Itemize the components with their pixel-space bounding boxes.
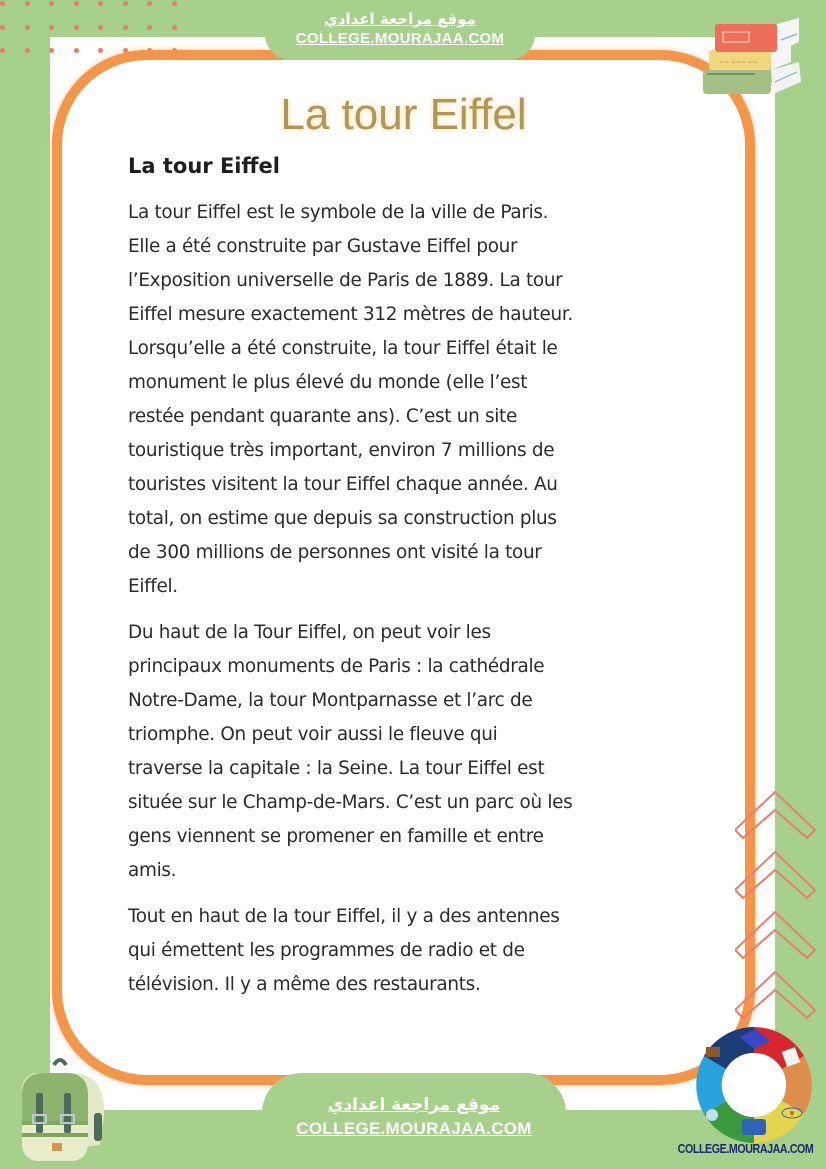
- paragraph-1: [128, 196, 648, 604]
- text-line: Elle a été construite par Gustave Eiffel pour: [128, 236, 518, 257]
- text-line: Du haut de la Tour Eiffel, on peut voir les: [128, 622, 491, 643]
- decorative-dot: [0, 25, 5, 30]
- text-line: gens viennent se promener en famille et entre: [128, 826, 544, 847]
- header-site-name: موقع مراجعة اعدادي: [324, 10, 476, 28]
- text-line: touristique très important, environ 7 millions de: [128, 440, 555, 461]
- text-line: située sur le Champ-de-Mars. C’est un parc où les: [128, 792, 573, 813]
- footer-site-link[interactable]: COLLEGE.MOURAJAA.COM: [296, 1119, 532, 1138]
- text-line: monument le plus élevé du monde (elle l’est: [128, 372, 528, 393]
- decorative-dot: [74, 1, 79, 6]
- decorative-dot: [172, 1, 177, 6]
- footer-site-tab: [262, 1073, 566, 1169]
- decorative-dot: [74, 25, 79, 30]
- subjects-ring-logo: [693, 1024, 815, 1146]
- decorative-dot: [147, 1, 152, 6]
- text-line: qui émettent les programmes de radio et de: [128, 940, 525, 961]
- decorative-dot: [123, 25, 128, 30]
- decorative-dot: [49, 25, 54, 30]
- header-site-tab: [265, 0, 535, 60]
- frame-left: [0, 0, 50, 1169]
- footer-site-name: موقع مراجعة اعدادي: [327, 1095, 501, 1115]
- text-line: Tout en haut de la tour Eiffel, il y a des antennes: [128, 906, 560, 927]
- text-line: Eiffel mesure exactement 312 mètres de hauteur.: [128, 304, 573, 325]
- decorative-dot: [25, 1, 30, 6]
- text-line: restée pendant quarante ans). C’est un site: [128, 406, 517, 427]
- text-line: touristes visitent la tour Eiffel chaque année. Au: [128, 474, 558, 495]
- text-line: Lorsqu’elle a été construite, la tour Eiffel était le: [128, 338, 558, 359]
- decorative-dot: [147, 25, 152, 30]
- header-site-link[interactable]: COLLEGE.MOURAJAA.COM: [295, 30, 505, 47]
- text-line: l’Exposition universelle de Paris de 1889. La tour: [128, 270, 563, 291]
- svg-text:~~ ~~~ ~~: ~~ ~~~ ~~: [719, 59, 759, 66]
- text-line: triomphe. On peut voir aussi le fleuve qui: [128, 724, 498, 745]
- text-line: principaux monuments de Paris : la cathédrale: [128, 656, 545, 677]
- chevron-up-icon: [735, 790, 817, 1040]
- decorative-dot: [25, 48, 30, 53]
- decorative-dot: [49, 1, 54, 6]
- text-line: Notre-Dame, la tour Montparnasse et l’arc de: [128, 690, 533, 711]
- text-line: de 300 millions de personnes ont visité la tour: [128, 542, 542, 563]
- text-line: La tour Eiffel est le symbole de la ville de Paris.: [128, 202, 549, 223]
- paragraph-2: [128, 616, 648, 888]
- text-line: Eiffel.: [128, 576, 178, 597]
- text-subtitle: La tour Eiffel: [128, 154, 280, 178]
- backpack-icon: [14, 1055, 109, 1165]
- decorative-dot: [123, 1, 128, 6]
- text-line: télévision. Il y a même des restaurants.: [128, 974, 481, 995]
- decorative-dot: [74, 48, 79, 53]
- text-line: total, on estime que depuis sa construction plus: [128, 508, 557, 529]
- decorative-dot: [98, 48, 103, 53]
- decorative-dot: [172, 25, 177, 30]
- card-title: La tour Eiffel: [280, 90, 527, 139]
- decorative-dot: [25, 25, 30, 30]
- books-stack-icon: [695, 12, 805, 97]
- decorative-dot: [0, 48, 5, 53]
- text-line: traverse la capitale : la Seine. La tour Eiffel est: [128, 758, 545, 779]
- reading-content: [128, 148, 648, 1014]
- paragraph-3: [128, 900, 648, 1002]
- decorative-dot: [98, 25, 103, 30]
- decorative-dot: [0, 1, 5, 6]
- logo-label[interactable]: COLLEGE.MOURAJAA.COM: [677, 1141, 814, 1156]
- text-line: amis.: [128, 860, 177, 881]
- decorative-dot: [98, 1, 103, 6]
- decorative-dot: [49, 48, 54, 53]
